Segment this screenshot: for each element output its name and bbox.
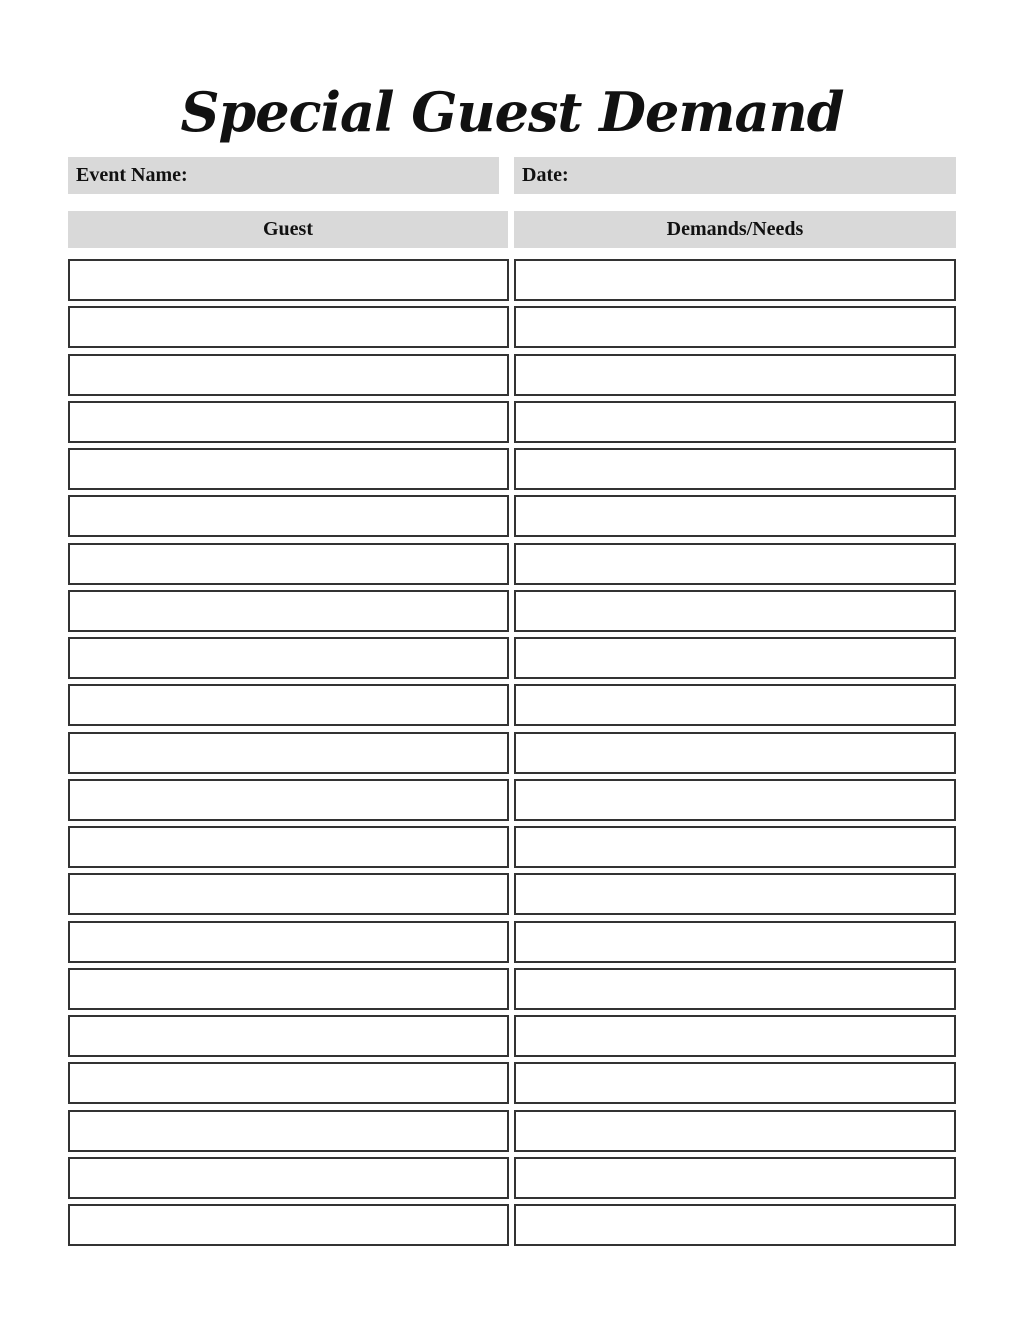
table-row xyxy=(68,1062,956,1104)
guest-cell[interactable] xyxy=(68,1157,509,1199)
guest-cell[interactable] xyxy=(68,259,509,301)
table-row xyxy=(68,968,956,1010)
demand-cell[interactable] xyxy=(514,543,956,585)
guest-cell[interactable] xyxy=(68,401,509,443)
table-row xyxy=(68,495,956,537)
demand-cell[interactable] xyxy=(514,1204,956,1246)
demand-cell[interactable] xyxy=(514,684,956,726)
table-row xyxy=(68,401,956,443)
guest-cell[interactable] xyxy=(68,1062,509,1104)
page-title: Special Guest Demand xyxy=(180,80,844,144)
demand-cell[interactable] xyxy=(514,1110,956,1152)
table-row xyxy=(68,637,956,679)
guest-cell[interactable] xyxy=(68,921,509,963)
guest-cell[interactable] xyxy=(68,354,509,396)
event-name-field[interactable] xyxy=(68,157,499,194)
table-row xyxy=(68,684,956,726)
guest-cell[interactable] xyxy=(68,1204,509,1246)
demand-cell[interactable] xyxy=(514,968,956,1010)
table-row xyxy=(68,826,956,868)
demand-cell[interactable] xyxy=(514,1015,956,1057)
demand-cell[interactable] xyxy=(514,826,956,868)
table-row xyxy=(68,1157,956,1199)
table-row xyxy=(68,306,956,348)
table-row xyxy=(68,732,956,774)
table-row xyxy=(68,779,956,821)
table-row xyxy=(68,921,956,963)
table-row xyxy=(68,1015,956,1057)
demand-cell[interactable] xyxy=(514,637,956,679)
table-row xyxy=(68,543,956,585)
demand-cell[interactable] xyxy=(514,921,956,963)
table-row xyxy=(68,1110,956,1152)
guest-cell[interactable] xyxy=(68,826,509,868)
guest-cell[interactable] xyxy=(68,306,509,348)
guest-cell[interactable] xyxy=(68,732,509,774)
guest-column-header: Guest xyxy=(68,211,508,248)
guest-cell[interactable] xyxy=(68,968,509,1010)
guest-cell[interactable] xyxy=(68,1110,509,1152)
guest-cell[interactable] xyxy=(68,448,509,490)
demand-cell[interactable] xyxy=(514,732,956,774)
table-row xyxy=(68,1204,956,1246)
demand-cell[interactable] xyxy=(514,448,956,490)
guest-cell[interactable] xyxy=(68,1015,509,1057)
guest-cell[interactable] xyxy=(68,543,509,585)
demand-cell[interactable] xyxy=(514,1062,956,1104)
guest-demand-table xyxy=(68,259,956,1251)
guest-cell[interactable] xyxy=(68,590,509,632)
table-row xyxy=(68,873,956,915)
demand-cell[interactable] xyxy=(514,354,956,396)
demand-cell[interactable] xyxy=(514,401,956,443)
demand-cell[interactable] xyxy=(514,873,956,915)
table-row xyxy=(68,354,956,396)
table-row xyxy=(68,259,956,301)
guest-cell[interactable] xyxy=(68,637,509,679)
demand-cell[interactable] xyxy=(514,590,956,632)
demand-cell[interactable] xyxy=(514,306,956,348)
guest-cell[interactable] xyxy=(68,684,509,726)
date-field[interactable] xyxy=(514,157,956,194)
demand-cell[interactable] xyxy=(514,495,956,537)
event-name-label: Event Name: xyxy=(76,164,188,186)
date-label: Date: xyxy=(522,164,569,186)
demand-cell[interactable] xyxy=(514,1157,956,1199)
demand-cell[interactable] xyxy=(514,779,956,821)
table-row xyxy=(68,448,956,490)
guest-cell[interactable] xyxy=(68,495,509,537)
demand-cell[interactable] xyxy=(514,259,956,301)
guest-cell[interactable] xyxy=(68,873,509,915)
demands-column-header: Demands/Needs xyxy=(514,211,956,248)
guest-cell[interactable] xyxy=(68,779,509,821)
table-row xyxy=(68,590,956,632)
